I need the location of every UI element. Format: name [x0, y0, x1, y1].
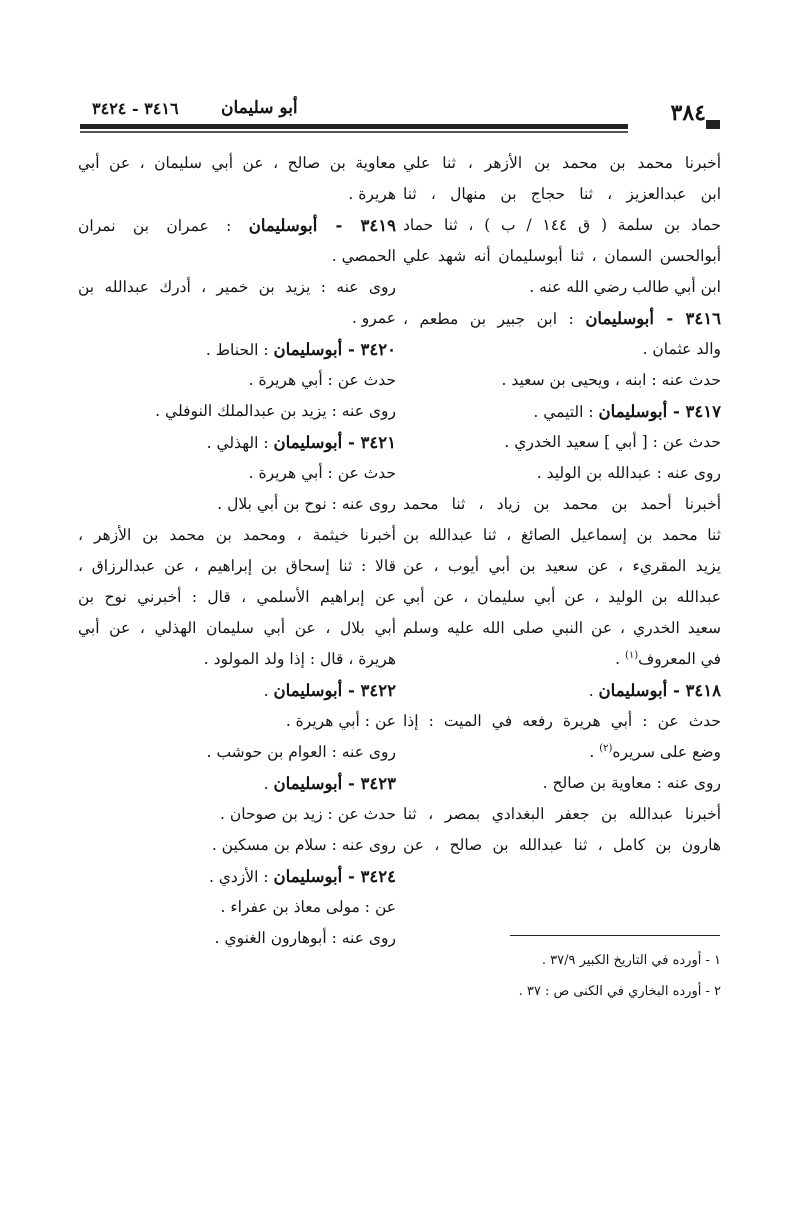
text-line: [403, 644, 721, 675]
page-number: ٣٨٤: [670, 100, 706, 126]
line-text: ثنا محمد بن إسماعيل الصائغ ، ثنا عبدالله بن: [403, 526, 721, 544]
text-line: [78, 210, 396, 241]
line-text: أخبرنا أحمد بن محمد بن زياد ، ثنا محمد: [403, 495, 721, 513]
line-text: الحمصي .: [331, 247, 396, 265]
line-text: وضع على سريره: [612, 743, 721, 761]
line-text: روى عنه : سلام بن مسكين .: [211, 836, 396, 854]
text-line: [403, 210, 721, 241]
text-line: [78, 520, 396, 551]
text-line: [403, 365, 721, 396]
text-line: [403, 458, 721, 489]
text-line: [78, 241, 396, 272]
line-text: والد عثمان .: [642, 340, 721, 358]
text-line: [403, 241, 721, 272]
line-text: ابن عبدالعزيز ، ثنا حجاج بن منهال ، ثنا: [403, 185, 721, 203]
entry-heading: ٣٤١٧ - أبوسليمان: [598, 402, 721, 421]
text-line: [78, 551, 396, 582]
line-text: : الأزدي .: [208, 868, 274, 886]
text-line: [403, 613, 721, 644]
footnote-rule: [510, 935, 720, 936]
header-rule-thin: [80, 131, 628, 133]
line-text: عن إبراهيم الأسلمي ، قال : أخبرني نوح بن: [78, 588, 396, 606]
text-line: [403, 706, 721, 737]
text-line: [78, 427, 396, 458]
text-line: [78, 489, 396, 520]
line-text: روى عنه : أبوهارون الغنوي .: [214, 929, 396, 947]
line-text: .: [263, 682, 274, 700]
running-title: أبو سليمان: [215, 98, 304, 118]
line-text: أخبرنا عبدالله بن جعفر البغدادي بمصر ، ثنا: [403, 805, 721, 823]
entry-heading: ٣٤١٨ - أبوسليمان: [598, 681, 721, 700]
line-text: عن : أبي هريرة .: [285, 712, 396, 730]
text-line: [78, 644, 396, 675]
text-line: [403, 148, 721, 179]
line-text: روى عنه : يزيد بن خمير ، أدرك عبدالله بن: [78, 278, 396, 296]
text-line: [78, 675, 396, 706]
line-tail: .: [615, 650, 625, 668]
line-text: : الحناط .: [205, 341, 274, 359]
header-rule-end: [706, 120, 720, 129]
text-line: [78, 613, 396, 644]
line-text: روى عنه : عبدالله بن الوليد .: [536, 464, 721, 482]
text-line: [78, 861, 396, 892]
text-line: [403, 427, 721, 458]
entry-heading: ٣٤٢٣ - أبوسليمان: [273, 774, 396, 793]
footnotes: [403, 945, 721, 1007]
entry-heading: ٣٤٢٤ - أبوسليمان: [273, 867, 396, 886]
line-text: أبي بلال ، عن أبي سليمان الهذلي ، عن أبي: [78, 619, 396, 637]
line-text: هريرة ، قال : إذا ولد المولود .: [203, 650, 396, 668]
line-text: : التيمي .: [533, 403, 599, 421]
text-line: [78, 706, 396, 737]
line-text: روى عنه : يزيد بن عبدالملك النوفلي .: [155, 402, 396, 420]
footnote-ref: (٢): [599, 742, 613, 754]
line-text: عن : مولى معاذ بن عفراء .: [220, 898, 396, 916]
text-line: [78, 582, 396, 613]
line-text: قالا : ثنا إسحاق بن إبراهيم ، عن عبدالرزاق ،: [78, 557, 396, 575]
footnote: ٢ - أورده البخاري في الكنى ص : ٣٧ .: [518, 984, 721, 999]
text-line: [403, 334, 721, 365]
text-line: [78, 334, 396, 365]
line-text: حدث عن : أبي هريرة رفعه في الميت : إذا: [403, 712, 721, 730]
text-line: [78, 365, 396, 396]
line-text: .: [588, 682, 599, 700]
line-tail: .: [589, 743, 600, 761]
text-line: [78, 148, 396, 179]
text-line: [403, 272, 721, 303]
text-line: [78, 303, 396, 334]
header-rule: [80, 124, 628, 129]
entry-heading: ٣٤١٩ - أبوسليمان: [248, 216, 396, 235]
entry-heading: ٣٤٢٢ - أبوسليمان: [273, 681, 396, 700]
line-text: روى عنه : معاوية بن صالح .: [542, 774, 721, 792]
text-line: [78, 768, 396, 799]
text-line: [403, 799, 721, 830]
line-text: يزيد المقريء ، عن سعيد بن أبي أيوب ، عن: [403, 557, 721, 575]
page-header: [80, 98, 720, 138]
line-text: حدث عنه : ابنه ، ويحيى بن سعيد .: [501, 371, 721, 389]
line-text: حماد بن سلمة ( ق ١٤٤ / ب ) ، ثنا حماد: [403, 216, 721, 234]
text-line: [78, 458, 396, 489]
text-line: [403, 768, 721, 799]
text-line: [403, 675, 721, 706]
line-text: أبوالحسن السمان ، ثنا أبوسليمان أنه شهد علي: [403, 247, 721, 265]
line-text: سعيد الخدري ، عن النبي صلى الله عليه وسلم: [403, 619, 721, 637]
line-text: : الهذلي .: [206, 434, 274, 452]
entry-heading: ٣٤١٦ - أبوسليمان: [585, 309, 721, 328]
text-line: [403, 179, 721, 210]
text-line: [78, 830, 396, 861]
text-line: [403, 396, 721, 427]
line-text: : ابن جبير بن مطعم ،: [403, 310, 586, 328]
text-line: [78, 799, 396, 830]
line-text: معاوية بن صالح ، عن أبي سليمان ، عن أبي: [78, 154, 396, 172]
text-line: [403, 582, 721, 613]
text-line: [78, 179, 396, 210]
text-line: [403, 551, 721, 582]
text-line: [78, 272, 396, 303]
footnote: ١ - أورده في التاريخ الكبير ٣٧/٩ .: [541, 953, 721, 968]
text-line: [403, 830, 721, 861]
text-line: [78, 892, 396, 923]
line-text: حدث عن : زيد بن صوحان .: [220, 805, 396, 823]
line-text: عمرو .: [351, 309, 396, 327]
line-text: أخبرنا محمد بن محمد بن الأزهر ، ثنا علي: [403, 154, 721, 172]
line-text: هارون بن كامل ، ثنا عبدالله بن صالح ، عن: [403, 836, 721, 854]
line-text: روى عنه : نوح بن أبي بلال .: [217, 495, 396, 513]
text-line: [403, 303, 721, 334]
entry-heading: ٣٤٢٠ - أبوسليمان: [273, 340, 396, 359]
line-text: في المعروف: [638, 650, 721, 668]
footnote-ref: (١): [624, 649, 639, 661]
text-line: [78, 737, 396, 768]
right-column: [403, 148, 721, 861]
line-text: عبدالله بن الوليد ، عن أبي سليمان ، عن أبي: [403, 588, 721, 606]
entry-heading: ٣٤٢١ - أبوسليمان: [273, 433, 396, 452]
line-text: هريرة .: [348, 185, 396, 203]
entry-range: ٣٤١٦ - ٣٤٢٤: [86, 99, 185, 118]
text-line: [403, 520, 721, 551]
line-text: حدث عن : أبي هريرة .: [248, 371, 396, 389]
line-text: : عمران بن نمران: [78, 217, 249, 235]
line-text: روى عنه : العوام بن حوشب .: [206, 743, 396, 761]
text-line: [78, 396, 396, 427]
line-text: حدث عن : [ أبي ] سعيد الخدري .: [504, 433, 721, 451]
line-text: ابن أبي طالب رضي الله عنه .: [529, 278, 721, 296]
line-text: حدث عن : أبي هريرة .: [248, 464, 396, 482]
text-line: [78, 923, 396, 954]
text-line: [403, 737, 721, 768]
text-line: [403, 489, 721, 520]
left-column: [78, 148, 396, 954]
line-text: .: [263, 775, 274, 793]
line-text: أخبرنا خيثمة ، ومحمد بن محمد بن الأزهر ،: [78, 526, 396, 544]
